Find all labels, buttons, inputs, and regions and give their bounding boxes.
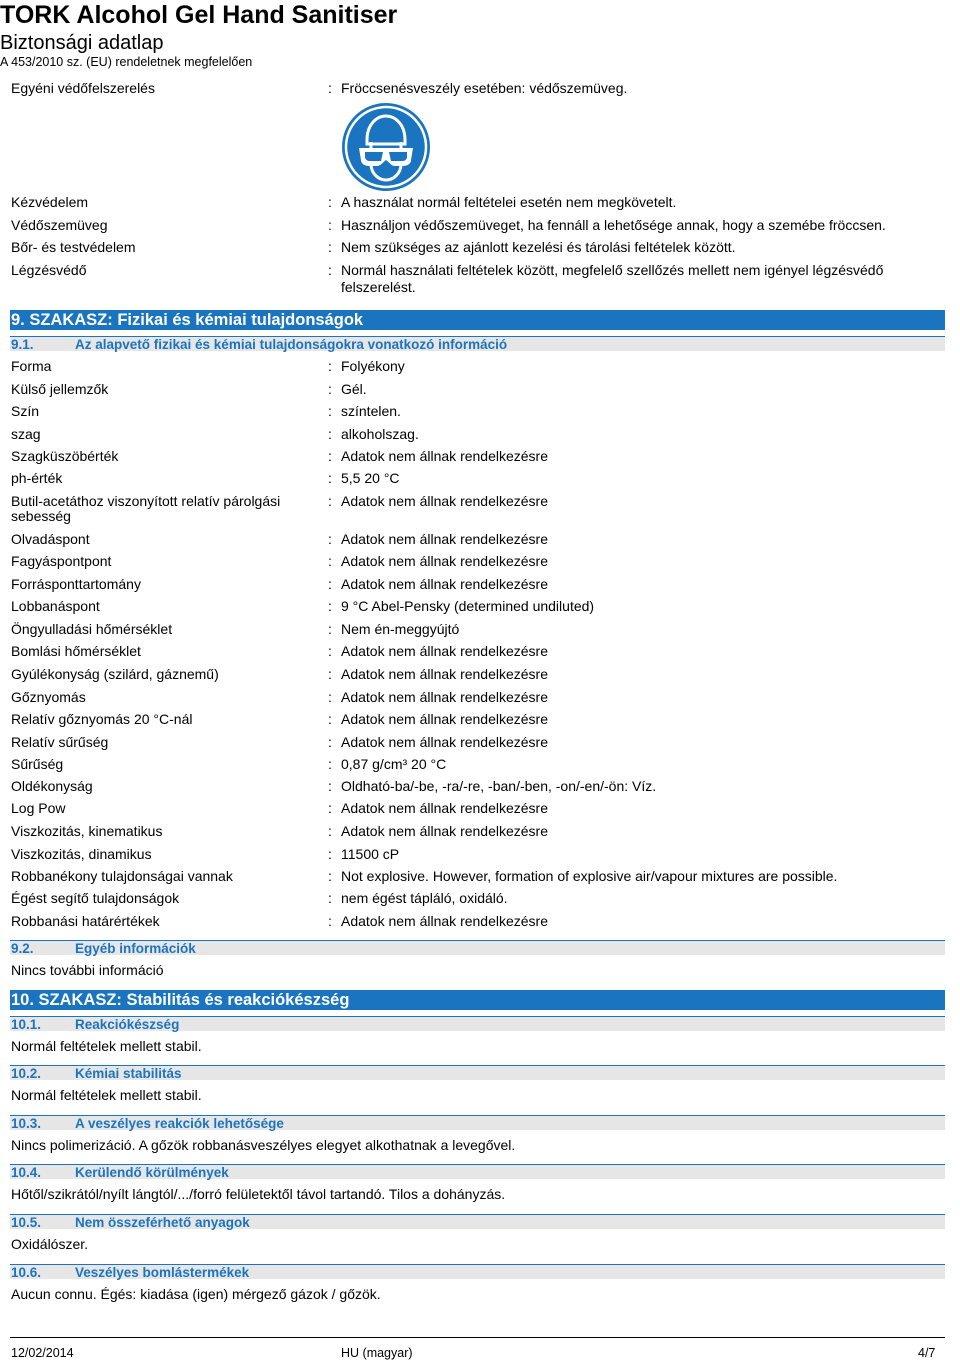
property-value: Adatok nem állnak rendelkezésre	[341, 493, 549, 509]
subsection-header	[10, 1264, 945, 1279]
property-value: Nem én-meggyújtó	[341, 621, 460, 637]
property-colon: :	[328, 846, 332, 862]
property-value: Adatok nem állnak rendelkezésre	[341, 800, 549, 816]
subsection-title: A veszélyes reakciók lehetősége	[75, 1116, 284, 1131]
row-colon: :	[328, 239, 332, 255]
safety-goggles-icon	[341, 102, 431, 192]
property-label: Viszkozitás, kinematikus	[11, 823, 163, 839]
property-label: Oldékonyság	[11, 778, 93, 794]
property-label: szag	[11, 426, 41, 442]
row-value-line2: felszerelést.	[341, 279, 416, 295]
subsection-number: 10.2.	[11, 1066, 42, 1081]
property-value: 11500 cP	[341, 846, 400, 862]
property-label: Égést segítő tulajdonságok	[11, 890, 180, 906]
property-value: Adatok nem állnak rendelkezésre	[341, 689, 549, 705]
property-value: Adatok nem állnak rendelkezésre	[341, 576, 549, 592]
property-value: Oldható-ba/-be, -ra/-re, -ban/-ben, -on/-en/-ön: Víz.	[341, 778, 657, 794]
property-colon: :	[328, 470, 332, 486]
subsection-number: 10.6.	[11, 1265, 42, 1280]
row-value: Használjon védőszemüveget, ha fennáll a lehetősége annak, hogy a szemébe fröccsen.	[341, 217, 886, 233]
subsection-number: 10.3.	[11, 1116, 42, 1131]
property-label: Olvadáspont	[11, 531, 90, 547]
property-label-line2: sebesség	[11, 508, 71, 524]
row-value: A használat normál feltételei esetén nem megkövetelt.	[341, 194, 677, 210]
row-colon: :	[328, 80, 332, 96]
property-label: Log Pow	[11, 800, 66, 816]
row-label: Bőr- és testvédelem	[11, 239, 136, 255]
subsection-number: 9.2.	[11, 941, 34, 956]
subsection-text: Oxidálószer.	[11, 1236, 89, 1252]
property-value: nem égést tápláló, oxidáló.	[341, 890, 508, 906]
property-colon: :	[328, 868, 332, 884]
property-label: Külső jellemzők	[11, 381, 109, 397]
property-label: Relatív sűrűség	[11, 734, 109, 750]
property-colon: :	[328, 711, 332, 727]
subsection-text: Normál feltételek mellett stabil.	[11, 1038, 202, 1054]
document-subtitle: Biztonsági adatlap	[0, 32, 164, 54]
property-value: színtelen.	[341, 403, 401, 419]
document-title: TORK Alcohol Gel Hand Sanitiser	[0, 1, 398, 29]
footer-divider	[10, 1337, 945, 1338]
subsection-header	[10, 1115, 945, 1130]
property-row	[11, 493, 951, 524]
section-9-header: 9. SZAKASZ: Fizikai és kémiai tulajdonságok	[10, 310, 945, 330]
row-value	[341, 262, 941, 296]
property-value: 0,87 g/cm³ 20 °C	[341, 756, 447, 772]
property-colon: :	[328, 553, 332, 569]
property-colon: :	[328, 531, 332, 547]
property-colon: :	[328, 734, 332, 750]
subsection-text: Nincs polimerizáció. A gőzök robbanásveszélyes elegyet alkothatnak a levegővel.	[11, 1137, 516, 1153]
property-colon: :	[328, 448, 332, 464]
property-value: Adatok nem állnak rendelkezésre	[341, 643, 549, 659]
row-colon: :	[328, 194, 332, 210]
property-colon: :	[328, 381, 332, 397]
property-label: Viszkozitás, dinamikus	[11, 846, 152, 862]
property-label: Robbanási határértékek	[11, 913, 160, 929]
property-value: Adatok nem állnak rendelkezésre	[341, 711, 549, 727]
property-colon: :	[328, 778, 332, 794]
property-colon: :	[328, 493, 332, 509]
property-label: Gőznyomás	[11, 689, 86, 705]
property-value: Not explosive. However, formation of explosive air/vapour mixtures are possible.	[341, 868, 838, 884]
footer-language: HU (magyar)	[341, 1346, 413, 1360]
subsection-number: 9.1.	[11, 337, 34, 352]
property-value: Folyékony	[341, 358, 405, 374]
subsection-title: Kémiai stabilitás	[75, 1066, 182, 1081]
property-label: Lobbanáspont	[11, 598, 100, 614]
property-label: Robbanékony tulajdonságai vannak	[11, 868, 233, 884]
subsection-text: Aucun connu. Égés: kiadása (igen) mérgező gázok / gőzök.	[11, 1286, 381, 1302]
row-label: Légzésvédő	[11, 262, 87, 278]
property-colon: :	[328, 403, 332, 419]
subsection-title: Nem összeférhető anyagok	[75, 1215, 250, 1230]
subsection-number: 10.5.	[11, 1215, 42, 1230]
property-value: Adatok nem állnak rendelkezésre	[341, 448, 549, 464]
property-label: Butil-acetáthoz viszonyított relatív párolgási	[11, 493, 281, 509]
row-value-line1: Normál használati feltételek között, megfelelő szellőzés mellett nem igényel légzésvédő	[341, 262, 884, 278]
property-colon: :	[328, 426, 332, 442]
property-value: Adatok nem állnak rendelkezésre	[341, 913, 549, 929]
property-colon: :	[328, 598, 332, 614]
row-label: Egyéni védőfelszerelés	[11, 80, 155, 96]
property-label: Gyúlékonyság (szilárd, gáznemű)	[11, 666, 219, 682]
property-value: Gél.	[341, 381, 367, 397]
property-label: Fagyáspontpont	[11, 553, 112, 569]
property-value: Adatok nem állnak rendelkezésre	[341, 734, 549, 750]
subsection-title: Veszélyes bomlástermékek	[75, 1265, 250, 1280]
property-value: Adatok nem állnak rendelkezésre	[341, 531, 549, 547]
subsection-title: Egyéb információk	[75, 941, 196, 956]
property-colon: :	[328, 621, 332, 637]
property-colon: :	[328, 913, 332, 929]
property-value: Adatok nem állnak rendelkezésre	[341, 666, 549, 682]
row-value: Nem szükséges az ajánlott kezelési és tárolási feltételek között.	[341, 239, 736, 255]
property-value: 5,5 20 °C	[341, 470, 400, 486]
row-label: Védőszemüveg	[11, 217, 108, 233]
row-label: Kézvédelem	[11, 194, 89, 210]
property-label: Forrásponttartomány	[11, 576, 141, 592]
footer-date: 12/02/2014	[11, 1346, 74, 1360]
row-colon: :	[328, 217, 332, 233]
property-colon: :	[328, 576, 332, 592]
property-label: Öngyulladási hőmérséklet	[11, 621, 173, 637]
row-colon: :	[328, 262, 332, 278]
footer-page-number: 4/7	[918, 1346, 936, 1360]
property-colon: :	[328, 756, 332, 772]
subsection-9-2-header	[10, 940, 945, 955]
subsection-title: Kerülendő körülmények	[75, 1165, 229, 1180]
property-colon: :	[328, 823, 332, 839]
subsection-text: Nincs további információ	[11, 962, 164, 978]
subsection-header	[10, 1164, 945, 1179]
property-label: ph-érték	[11, 470, 63, 486]
property-value: Adatok nem állnak rendelkezésre	[341, 553, 549, 569]
property-colon: :	[328, 689, 332, 705]
property-label: Szagküszöbérték	[11, 448, 119, 464]
regulation-line: A 453/2010 sz. (EU) rendeletnek megfelelően	[0, 55, 253, 69]
subsection-number: 10.1.	[11, 1017, 42, 1032]
subsection-text: Normál feltételek mellett stabil.	[11, 1087, 202, 1103]
subsection-title: Reakciókészség	[75, 1017, 180, 1032]
property-label: Forma	[11, 358, 52, 374]
subsection-number: 10.4.	[11, 1165, 42, 1180]
subsection-9-1-header	[10, 336, 945, 351]
property-colon: :	[328, 666, 332, 682]
property-colon: :	[328, 800, 332, 816]
property-value: alkoholszag.	[341, 426, 419, 442]
property-colon: :	[328, 643, 332, 659]
property-value: Adatok nem állnak rendelkezésre	[341, 823, 549, 839]
subsection-header	[10, 1065, 945, 1080]
subsection-header	[10, 1214, 945, 1229]
subsection-text: Hőtől/szikrától/nyílt lángtól/.../forró felületektől távol tartandó. Tilos a dohányzás.	[11, 1186, 506, 1202]
property-label: Relatív gőznyomás 20 °C-nál	[11, 711, 193, 727]
row-value: Fröccsenésveszély esetében: védőszemüveg.	[341, 80, 628, 96]
property-colon: :	[328, 890, 332, 906]
property-label: Bomlási hőmérséklet	[11, 643, 141, 659]
property-label: Szín	[11, 403, 40, 419]
property-value: 9 °C Abel-Pensky (determined undiluted)	[341, 598, 595, 614]
subsection-header	[10, 1016, 945, 1031]
section-10-header: 10. SZAKASZ: Stabilitás és reakciókészség	[10, 990, 945, 1010]
property-colon: :	[328, 358, 332, 374]
property-label: Sűrűség	[11, 756, 64, 772]
subsection-title: Az alapvető fizikai és kémiai tulajdonságokra vonatkozó információ	[75, 337, 508, 352]
